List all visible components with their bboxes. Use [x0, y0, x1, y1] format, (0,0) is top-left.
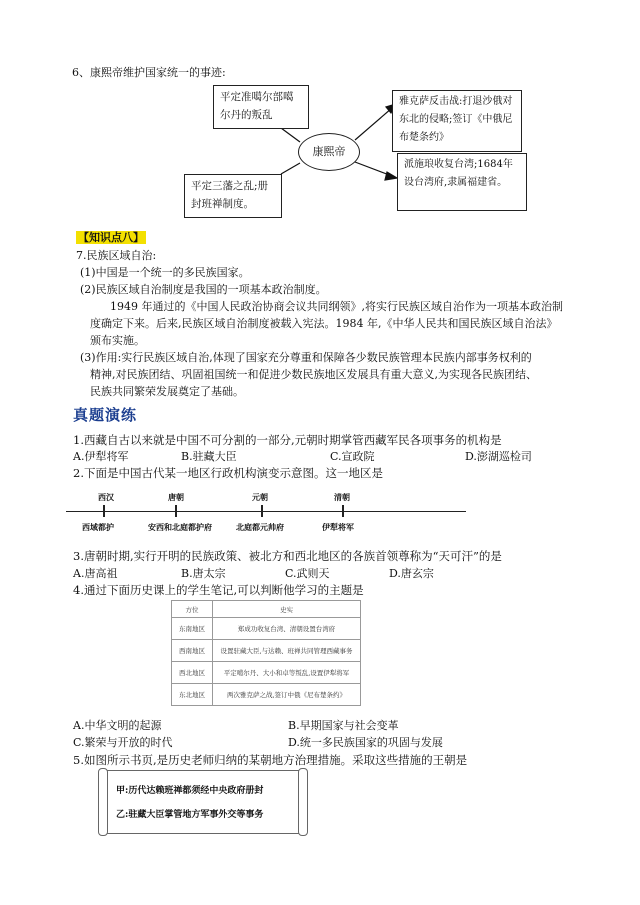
table-row [172, 640, 361, 662]
q5-stem: 5.如图所示书页,是历史老师归纳的某朝地方治理措施。采取这些措施的王朝是 [73, 753, 468, 767]
scroll-line-yi: 乙:驻藏大臣掌管地方军事外交等事务 [116, 810, 264, 820]
table-cell: 东北地区 [172, 684, 213, 706]
table-row [172, 662, 361, 684]
q4-option-b: B.早期国家与社会变革 [288, 719, 399, 732]
knowledge-p3b: 度确定下来。后来,民族区域自治制度被载入宪法。1984 年,《中华人民共和国民族区域自治法》 [90, 317, 558, 330]
table-header-cell: 方位 [172, 601, 213, 618]
heading-6: 6、康熙帝维护国家统一的事迹: [72, 66, 226, 79]
mindmap-topleft: 平定准噶尔部噶尔丹的叛乱 [213, 85, 309, 129]
timeline-org-2: 安西和北庭都护府 [148, 522, 212, 532]
mindmap-bottomleft: 平定三藩之乱;册封班禅制度。 [184, 174, 282, 218]
table-header-row [172, 601, 361, 618]
knowledge-p4a: (3)作用:实行民族区域自治,体现了国家充分尊重和保障各少数民族管理本民族内部事务权利的 [80, 351, 532, 364]
timeline-period-4: 清朝 [334, 492, 350, 502]
table-cell: 两次雅克萨之战,签订中俄《尼布楚条约》 [213, 684, 361, 706]
notes-table [171, 600, 361, 706]
q1-option-d: D.澎湖巡检司 [465, 450, 532, 463]
mindmap-center [298, 133, 360, 171]
scroll-line-jia: 甲:历代达赖班禅都须经中央政府册封 [116, 786, 264, 796]
timeline-org-1: 西域都护 [82, 522, 114, 532]
timeline-tick-2 [175, 505, 177, 517]
scroll-roll-right [298, 768, 308, 836]
table-cell: 平定噶尔丹、大小和卓等叛乱,设置伊犁将军 [213, 662, 361, 684]
timeline-period-3: 元朝 [252, 492, 268, 502]
book-page-scroll [103, 770, 303, 834]
q1-stem: 1.西藏自古以来就是中国不可分割的一部分,元朝时期掌管西藏军民各项事务的机构是 [73, 433, 502, 447]
timeline-axis [66, 511, 466, 512]
q3-option-b: B.唐太宗 [181, 567, 226, 580]
knowledge-p1: (1)中国是一个统一的多民族国家。 [80, 266, 250, 279]
timeline-period-2: 唐朝 [168, 492, 184, 502]
q4-option-d: D.统一多民族国家的巩固与发展 [288, 736, 443, 749]
mindmap-connectors [0, 0, 640, 240]
knowledge-tag-label: 【知识点八】 [78, 231, 144, 244]
timeline-org-3: 北庭都元帅府 [236, 522, 284, 532]
q1-option-c: C.宣政院 [330, 450, 375, 463]
table-cell: 郑成功收复台湾、清朝设置台湾府 [213, 618, 361, 640]
q4-option-a: A.中华文明的起源 [73, 719, 162, 732]
timeline [66, 488, 466, 538]
table-row [172, 618, 361, 640]
q1-option-a: A.伊犁将军 [73, 450, 129, 463]
q3-option-d: D.唐玄宗 [389, 567, 434, 580]
scroll-roll-left [98, 768, 108, 836]
q3-stem: 3.唐朝时期,实行开明的民族政策、被北方和西北地区的各族首领尊称为“天可汗”的是 [73, 549, 502, 563]
timeline-tick-3 [261, 505, 263, 517]
table-cell: 西南地区 [172, 640, 213, 662]
q4-option-c: C.繁荣与开放的时代 [73, 736, 173, 749]
q2-stem: 2.下面是中国古代某一地区行政机构演变示意图。这一地区是 [73, 466, 383, 480]
table-cell: 东南地区 [172, 618, 213, 640]
q1-option-b: B.驻藏大臣 [181, 450, 237, 463]
table-cell: 设置驻藏大臣,与达赖、班禅共同管理西藏事务 [213, 640, 361, 662]
q3-option-a: A.唐高祖 [73, 567, 118, 580]
q4-stem: 4.通过下面历史课上的学生笔记,可以判断他学习的主题是 [73, 583, 364, 597]
knowledge-p3a: 1949 年通过的《中国人民政治协商会议共同纲领》,将实行民族区域自治作为一项基本政治制 [110, 300, 563, 313]
knowledge-p3c: 颁布实施。 [90, 334, 145, 347]
timeline-period-1: 西汉 [98, 492, 114, 502]
timeline-org-4: 伊犁将军 [322, 522, 354, 532]
table-header-cell: 史实 [213, 601, 361, 618]
timeline-tick-4 [342, 505, 344, 517]
knowledge-tag [76, 229, 146, 245]
knowledge-p4c: 民族共同繁荣发展奠定了基础。 [90, 385, 244, 398]
knowledge-p2: (2)民族区域自治制度是我国的一项基本政治制度。 [80, 283, 327, 296]
table-cell: 西北地区 [172, 662, 213, 684]
section-title: 真题演练 [73, 406, 138, 424]
mindmap-bottomright: 派施琅收复台湾;1684年设台湾府,隶属福建省。 [397, 153, 527, 211]
knowledge-title: 7.民族区域自治: [76, 249, 157, 262]
mindmap-topright: 雅克萨反击战:打退沙俄对东北的侵略;签订《中俄尼布楚条约》 [392, 90, 522, 152]
mindmap-center-label: 康熙帝 [312, 145, 346, 158]
timeline-tick-1 [103, 505, 105, 517]
table-row [172, 684, 361, 706]
knowledge-p4b: 精神,对民族团结、巩固祖国统一和促进少数民族地区发展具有重大意义,为实现各民族团结、 [90, 368, 537, 381]
q3-option-c: C.武则天 [285, 567, 330, 580]
